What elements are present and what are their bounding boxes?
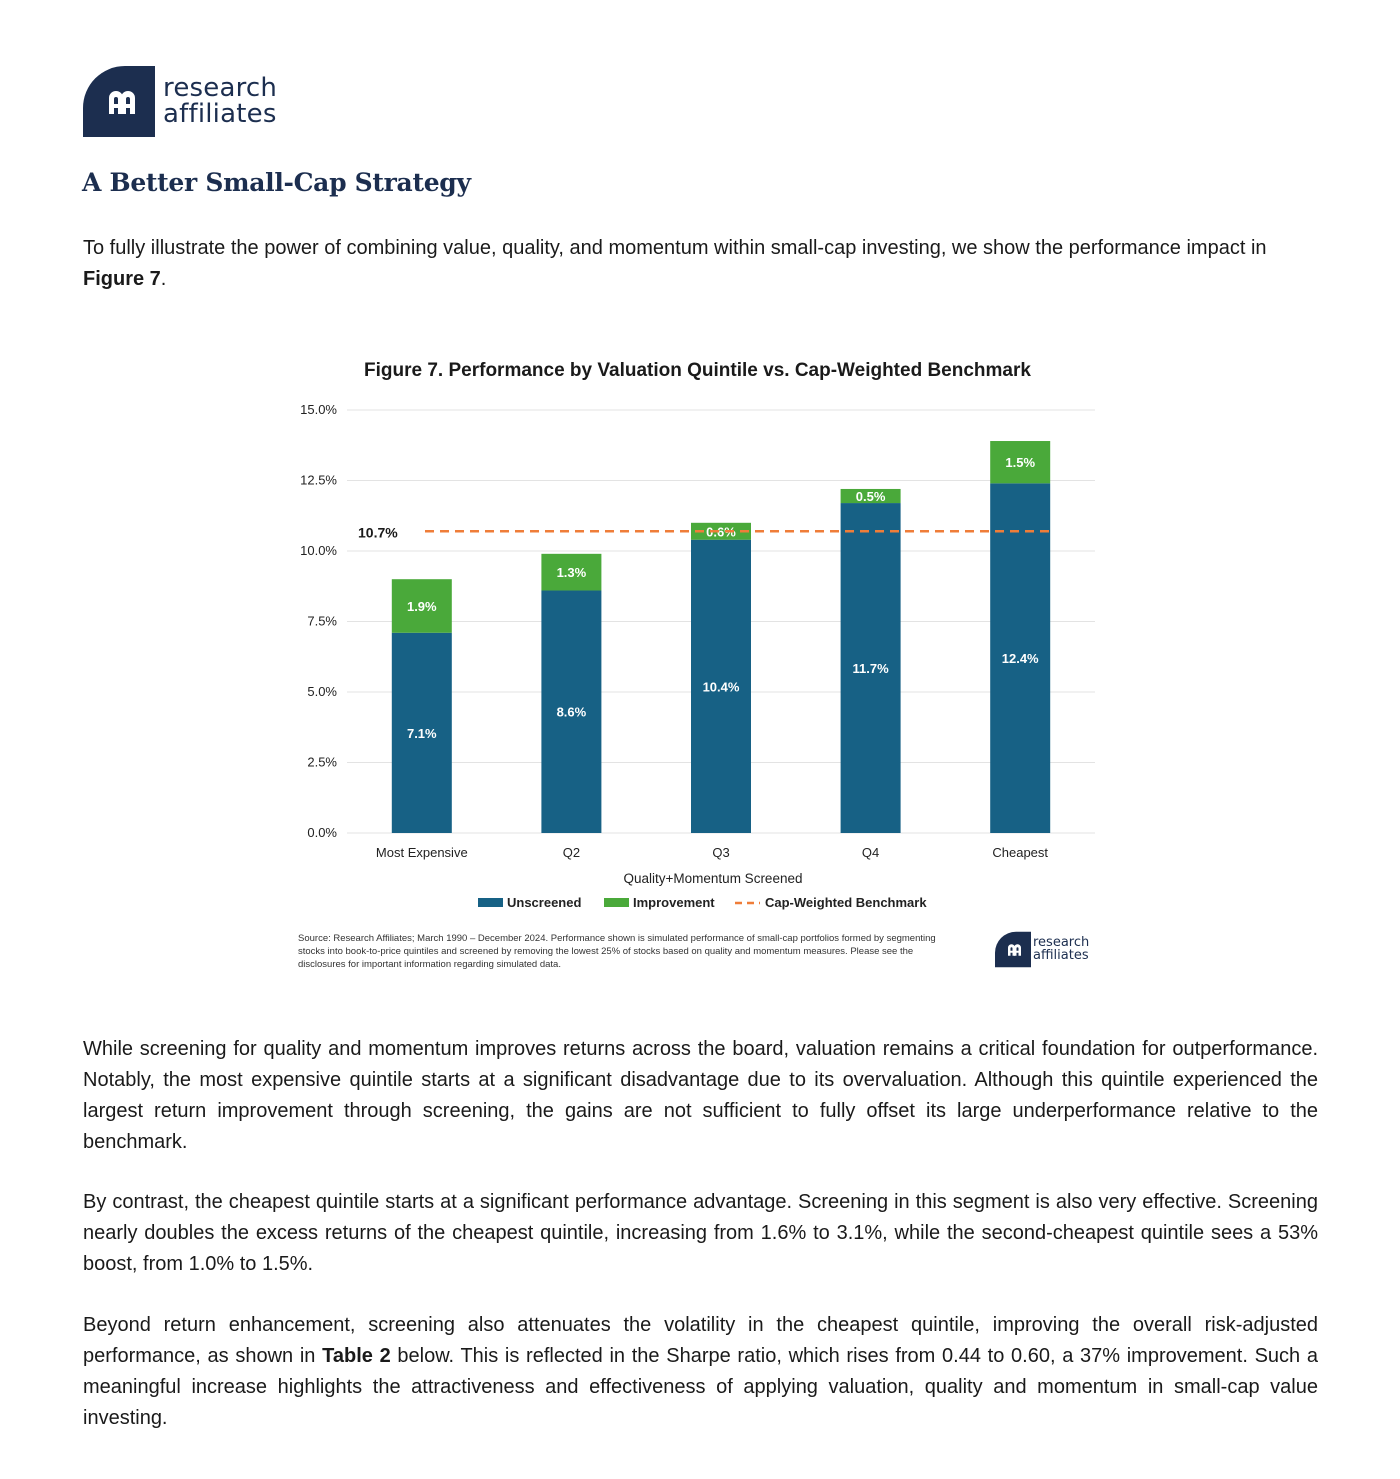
- x-tick-label: Most Expensive: [375, 845, 468, 860]
- legend-label: Improvement: [633, 895, 715, 910]
- y-tick-label: 15.0%: [300, 402, 337, 417]
- x-tick-label: Q2: [562, 845, 581, 860]
- data-label-unscreened: 7.1%: [406, 725, 437, 741]
- data-label-unscreened: 8.6%: [556, 704, 587, 720]
- data-label-unscreened: 10.4%: [702, 679, 740, 695]
- intro-paragraph: [83, 233, 1318, 295]
- table-reference: Table 2: [322, 1345, 391, 1367]
- legend-swatch: [478, 898, 503, 907]
- intro-text: To fully illustrate the power of combining value, quality, and momentum within small-cap investing, we show the performance impact in: [83, 237, 1267, 259]
- brand-line-2: affiliates: [163, 99, 277, 129]
- data-label-unscreened: 12.4%: [1001, 651, 1039, 667]
- figure-logo-line-1: research: [1033, 935, 1090, 950]
- brand-logo: [83, 66, 323, 138]
- legend-label: Unscreened: [507, 895, 582, 910]
- figure-7: [290, 355, 1110, 980]
- legend-swatch: [604, 898, 629, 907]
- paragraph-3-end: below. This is reflected in the Sharpe ratio, which rises from 0.44 to 0.60, a 37% improvement. Such a meaningful increase highlights the attractiveness and effectiveness of applying valuation, quality and momentum in small-cap value investing.: [83, 1345, 1318, 1429]
- y-tick-label: 2.5%: [307, 754, 337, 770]
- figure-reference: Figure 7: [83, 268, 161, 290]
- paragraph-3: [83, 1310, 1318, 1434]
- data-label-improvement: 1.9%: [406, 598, 437, 614]
- data-label-improvement: 1.3%: [556, 565, 587, 581]
- y-tick-label: 7.5%: [307, 613, 337, 629]
- x-axis-title: Quality+Momentum Screened: [623, 871, 803, 886]
- section-title: A Better Small-Cap Strategy: [82, 168, 471, 197]
- y-tick-label: 5.0%: [307, 684, 337, 699]
- figure-title: Figure 7. Performance by Valuation Quintile vs. Cap-Weighted Benchmark: [364, 360, 1031, 381]
- data-label-improvement: 0.5%: [855, 489, 886, 505]
- data-label-unscreened: 11.7%: [852, 661, 889, 677]
- figure-logo-wordmark: [1033, 936, 1089, 962]
- research-affiliates-logo-icon: [83, 66, 155, 137]
- x-tick-label: Q4: [861, 845, 880, 860]
- legend-label: Cap-Weighted Benchmark: [765, 895, 927, 910]
- data-label-improvement: 0.6%: [706, 524, 736, 540]
- x-tick-label: Cheapest: [992, 845, 1049, 860]
- brand-wordmark: [163, 75, 277, 127]
- data-label-improvement: 1.5%: [1005, 455, 1036, 471]
- y-tick-label: 0.0%: [307, 825, 337, 840]
- source-note: Source: Research Affiliates; March 1990 – December 2024. Performance shown is simulated performance of small-cap portfolios formed by segmenting stocks into book-to-price quintiles and screened by removing the lowest 25% of stocks based on quality and momentum measures. Please see the disclosures for important information regarding simulated data.: [298, 933, 936, 970]
- research-affiliates-logo-icon: [995, 931, 1031, 968]
- y-tick-label: 12.5%: [300, 472, 337, 488]
- x-tick-label: Q3: [712, 845, 730, 860]
- brand-line-1: research: [163, 73, 278, 103]
- paragraph-1: While screening for quality and momentum improves returns across the board, valuation remains a critical foundation for outperformance. Notably, the most expensive quintile starts at a significant disadvantage due to its overvaluation. Although this quintile experienced the largest return improvement through screening, the gains are not sufficient to fully offset its large underperformance relative to the benchmark.: [83, 1038, 1318, 1153]
- benchmark-label: 10.7%: [358, 524, 398, 541]
- bar-chart: [290, 355, 1110, 925]
- figure-logo-line-2: affiliates: [1033, 948, 1089, 963]
- y-tick-label: 10.0%: [300, 543, 337, 558]
- intro-end: .: [160, 268, 167, 290]
- paragraph-3-text: Beyond return enhancement, screening also attenuates the volatility in the cheapest quintile, improving the overall risk-adjusted performance, as shown in: [83, 1314, 1318, 1367]
- figure-logo: [995, 931, 1100, 969]
- paragraph-2: By contrast, the cheapest quintile starts at a significant performance advantage. Screening in this segment is also very effective. Screening nearly doubles the excess returns of the cheapest quintile, increasing from 1.6% to 3.1%, while the second-cheapest quintile sees a 53% boost, from 1.0% to 1.5%.: [83, 1191, 1318, 1275]
